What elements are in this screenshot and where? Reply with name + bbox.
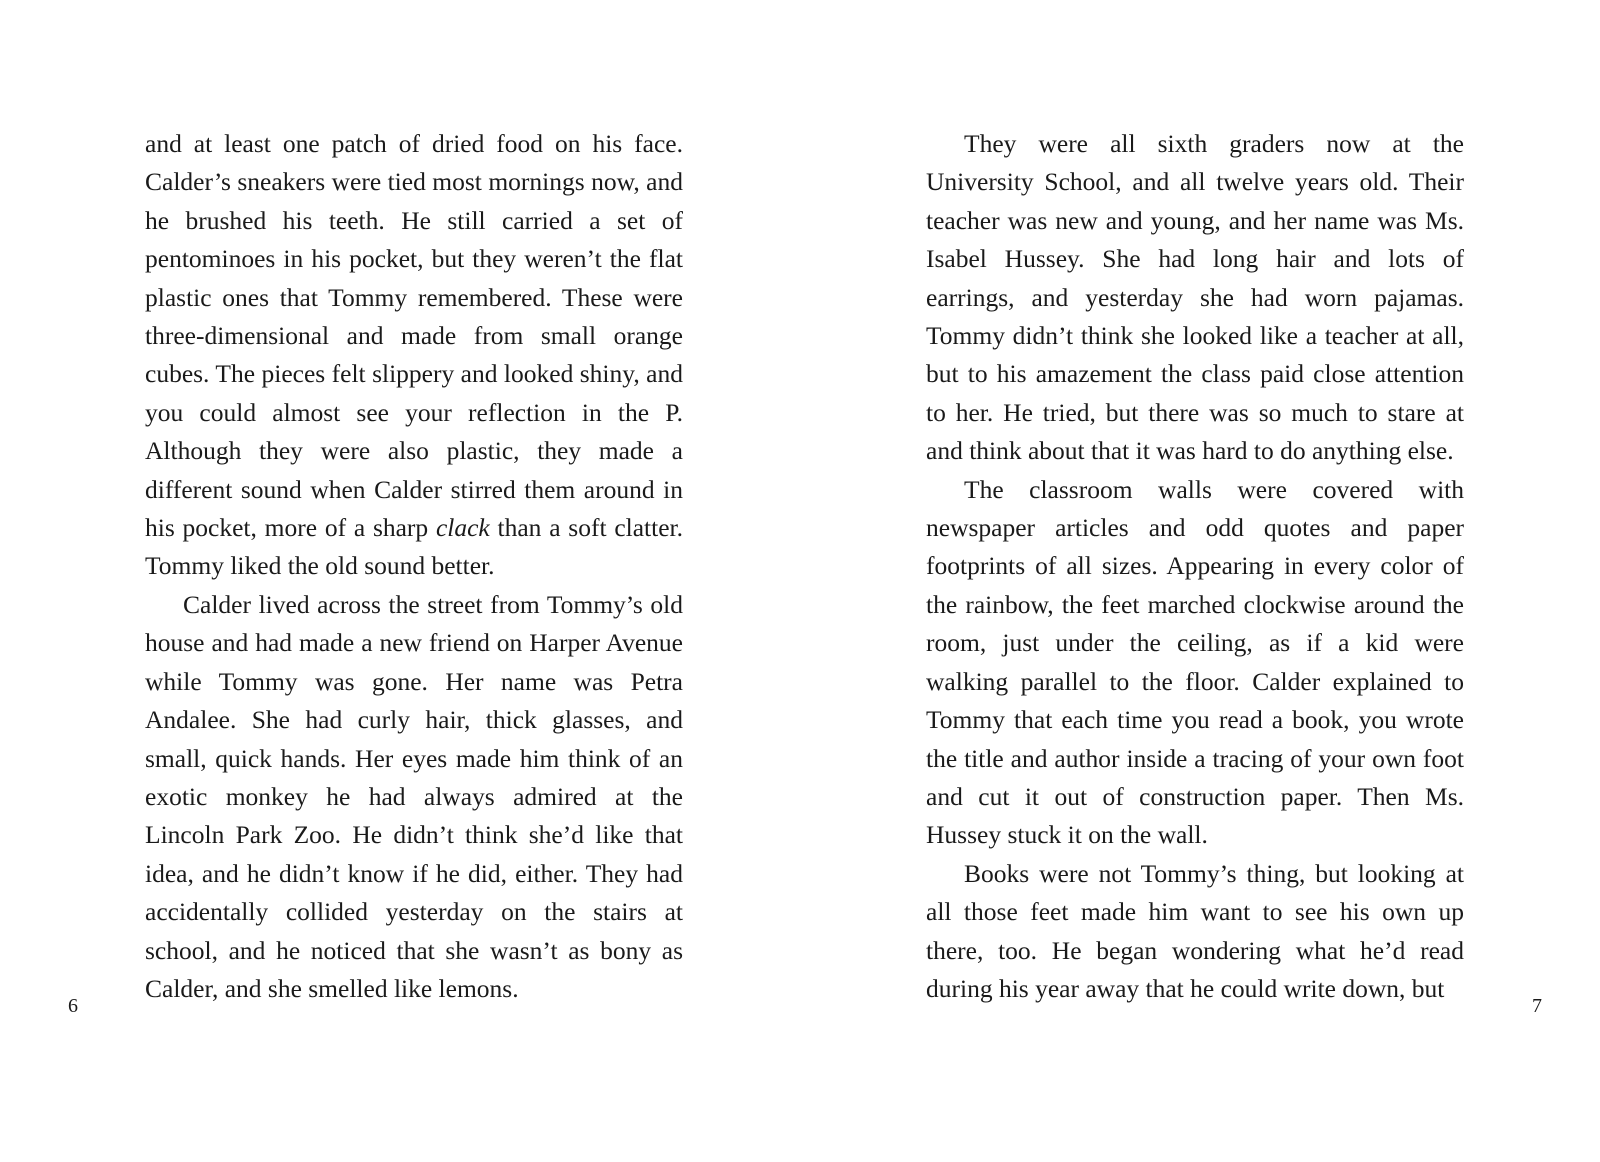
page-number: 6: [68, 995, 78, 1017]
paragraph-text: and at least one patch of dried food on his face. Calder’s sneakers were tied most mornings now, and he brushed his teeth. He still carried a set of pentominoes in his pocket, but they weren’t the flat plastic ones that Tommy remembered. These were three-dimensional and made from small orange cubes. The pieces felt slippery and looked shiny, and you could almost see your reflection in the P. Although they were also plastic, they made a different sound when Calder stirred them around in his pocket, more of a sharp: [145, 129, 683, 543]
italic-word: clack: [435, 513, 490, 543]
paragraph: They were all sixth graders now at the University School, and all twelve years old. Their teacher was new and young, and her name was Ms. Isabel Hussey. She had long hair and lots of earrings, and yesterday she had worn pajamas. Tommy didn’t think she looked like a teacher at all, but to his amazement the class paid close attention to her. He tried, but there was so much to stare at and think about that it was hard to do anything else.: [926, 129, 1464, 466]
right-page-text: [926, 125, 1464, 1008]
paragraph: The classroom walls were covered with newspaper articles and odd quotes and paper footprints of all sizes. Appearing in every color of the rainbow, the feet marched clockwise around the room, just under the ceiling, as if a kid were walking parallel to the floor. Calder explained to Tommy that each time you read a book, you wrote the title and author inside a tracing of your own foot and cut it out of construction paper. Then Ms. Hussey stuck it on the wall.: [926, 474, 1464, 850]
paragraph-text: than a soft clatter. Tommy liked the old sound better.: [145, 513, 683, 581]
paragraph: [145, 125, 683, 586]
page-number: 7: [1532, 995, 1542, 1017]
paragraph: Calder lived across the street from Tommy’s old house and had made a new friend on Harper Avenue while Tommy was gone. Her name was Petra Andalee. She had curly hair, thick glasses, and small, quick hands. Her eyes made him think of an exotic monkey he had always admired at the Lincoln Park Zoo. He didn’t think she’d like that idea, and he didn’t know if he did, either. They had accidentally collided yesterday on the stairs at school, and he noticed that she wasn’t as bony as Calder, and she smelled like lemons.: [145, 589, 683, 1003]
right-page: [800, 0, 1600, 1162]
left-page-text: [145, 125, 683, 1008]
paragraph: Books were not Tommy’s thing, but looking at all those feet made him want to see his own up there, too. He began wondering what he’d read during his year away that he could write down, but: [926, 858, 1464, 1003]
